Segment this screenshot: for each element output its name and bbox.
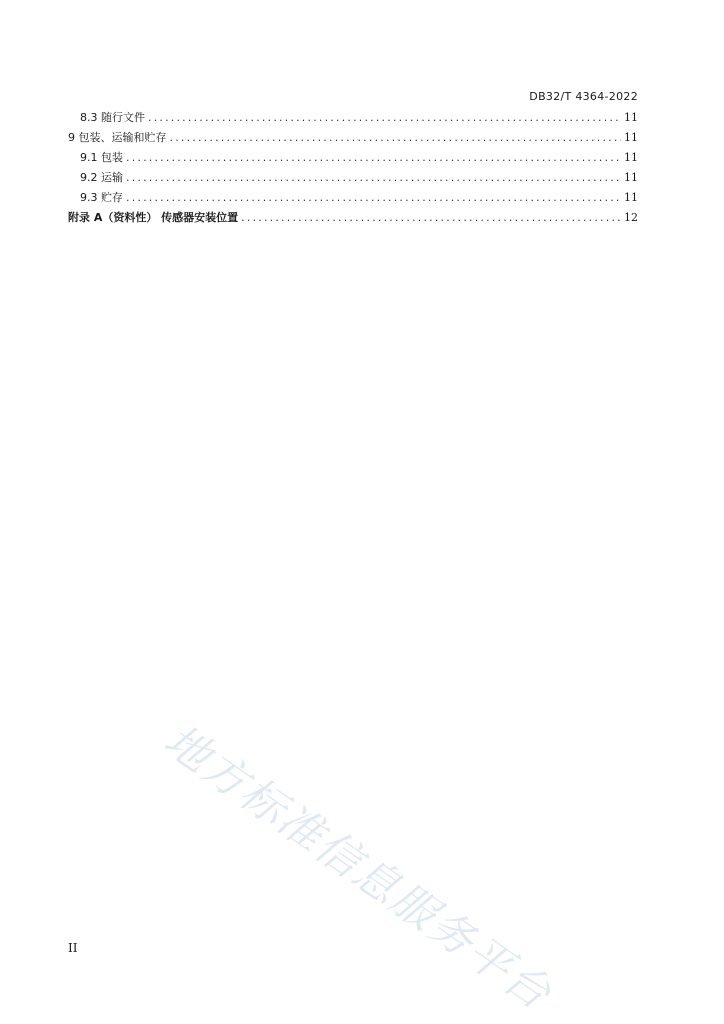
toc-dot-leader <box>126 148 621 168</box>
watermark: 地方标准信息服务平台 <box>154 714 561 1021</box>
toc-entry-page: 11 <box>624 191 638 204</box>
toc-entry-9[interactable] <box>68 128 638 148</box>
toc-entry-page: 11 <box>624 131 638 144</box>
toc-entry-label: 8.3 随行文件 <box>80 111 145 124</box>
toc-entry-appendix-a[interactable] <box>68 208 638 228</box>
toc-entry-label: 9.1 包装 <box>80 151 123 164</box>
toc-dot-leader <box>148 108 621 128</box>
toc-dot-leader <box>170 128 622 148</box>
toc-entry-9-2[interactable] <box>68 168 638 188</box>
document-code: DB32/T 4364-2022 <box>529 90 638 103</box>
toc-entry-page: 11 <box>624 171 638 184</box>
toc-entry-8-3[interactable] <box>68 108 638 128</box>
toc-entry-label: 9.3 贮存 <box>80 191 123 204</box>
toc-entry-label: 9 包装、运输和贮存 <box>68 131 167 144</box>
toc-entry-page: 11 <box>624 151 638 164</box>
toc-entry-9-3[interactable] <box>68 188 638 208</box>
page-number: II <box>68 941 78 955</box>
toc-entry-page: 12 <box>624 211 638 224</box>
toc-dot-leader <box>126 188 621 208</box>
table-of-contents <box>68 108 638 228</box>
toc-entry-label: 附录 A（资料性） 传感器安装位置 <box>68 211 239 224</box>
toc-dot-leader <box>241 208 621 228</box>
toc-entry-label: 9.2 运输 <box>80 171 123 184</box>
toc-entry-9-1[interactable] <box>68 148 638 168</box>
toc-entry-page: 11 <box>624 111 638 124</box>
toc-dot-leader <box>126 168 621 188</box>
